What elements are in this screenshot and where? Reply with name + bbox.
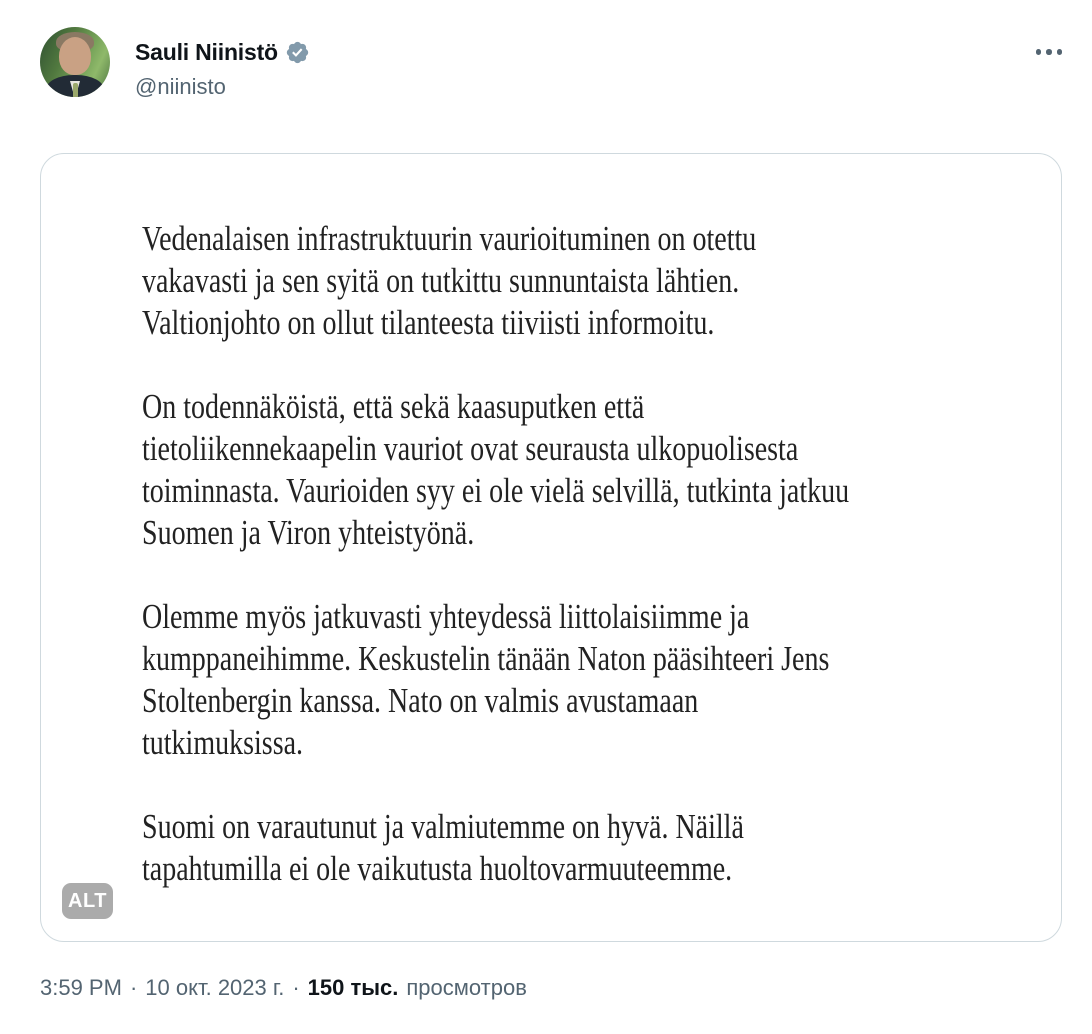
image-text-line: Suomi on varautunut ja valmiutemme on hyvä. Näillä (142, 807, 744, 846)
dot-separator: · (129, 975, 138, 1000)
name-row (135, 38, 310, 66)
tweet-meta (40, 974, 527, 1002)
views-count: 150 тыс. (307, 975, 399, 1000)
image-text-line: tutkimuksissa. (142, 723, 304, 762)
image-text-line: tietoliikennekaapelin vauriot ovat seurausta ulkopuolisesta (142, 429, 799, 468)
image-text-line: kumppaneihimme. Keskustelin tänään Naton pääsihteeri Jens (142, 639, 830, 678)
more-dots-icon (1057, 49, 1063, 55)
image-text-line: vakavasti ja sen syitä on tutkittu sunnuntaista lähtien. (142, 261, 740, 300)
avatar-tie (73, 83, 78, 97)
image-text-line: Stoltenbergin kanssa. Nato on valmis avustamaan (142, 681, 699, 720)
image-text-line: Valtionjohto on ollut tilanteesta tiiviisti informoitu. (142, 303, 715, 342)
avatar[interactable] (40, 27, 110, 97)
image-text-block (142, 218, 1026, 890)
image-text-line: Suomen ja Viron yhteistyönä. (142, 513, 475, 552)
more-dots-icon (1036, 49, 1042, 55)
verified-badge-icon (285, 40, 310, 65)
tweet-image[interactable] (40, 153, 1062, 942)
image-text-line: tapahtumilla ei ole vaikutusta huoltovarmuuteemme. (142, 849, 733, 888)
image-text-line: Olemme myös jatkuvasti yhteydessä liittolaisiimme ja (142, 597, 750, 636)
timestamp-time: 3:59 PM (40, 975, 122, 1000)
image-text-line: toiminnasta. Vaurioiden syy ei ole vielä selvillä, tutkinta jatkuu (142, 471, 850, 510)
image-paragraph (142, 218, 1026, 344)
dot-separator: · (292, 975, 300, 1000)
image-paragraph (142, 386, 1026, 554)
image-text-line: Vedenalaisen infrastruktuurin vaurioituminen on otettu (142, 219, 757, 258)
more-menu-button[interactable] (1022, 40, 1062, 64)
user-handle: @niinisto (135, 74, 226, 99)
image-paragraph (142, 596, 1026, 764)
avatar-face (59, 37, 91, 75)
display-name: Sauli Niinistö (135, 39, 278, 65)
timestamp-date: 10 окт. 2023 г. (145, 975, 285, 1000)
image-text-line: On todennäköistä, että sekä kaasuputken että (142, 387, 645, 426)
alt-badge-button[interactable]: ALT (62, 883, 113, 919)
user-info[interactable] (135, 38, 310, 100)
more-dots-icon (1046, 49, 1052, 55)
image-paragraph (142, 806, 1026, 890)
views-label: просмотров (406, 975, 527, 1000)
